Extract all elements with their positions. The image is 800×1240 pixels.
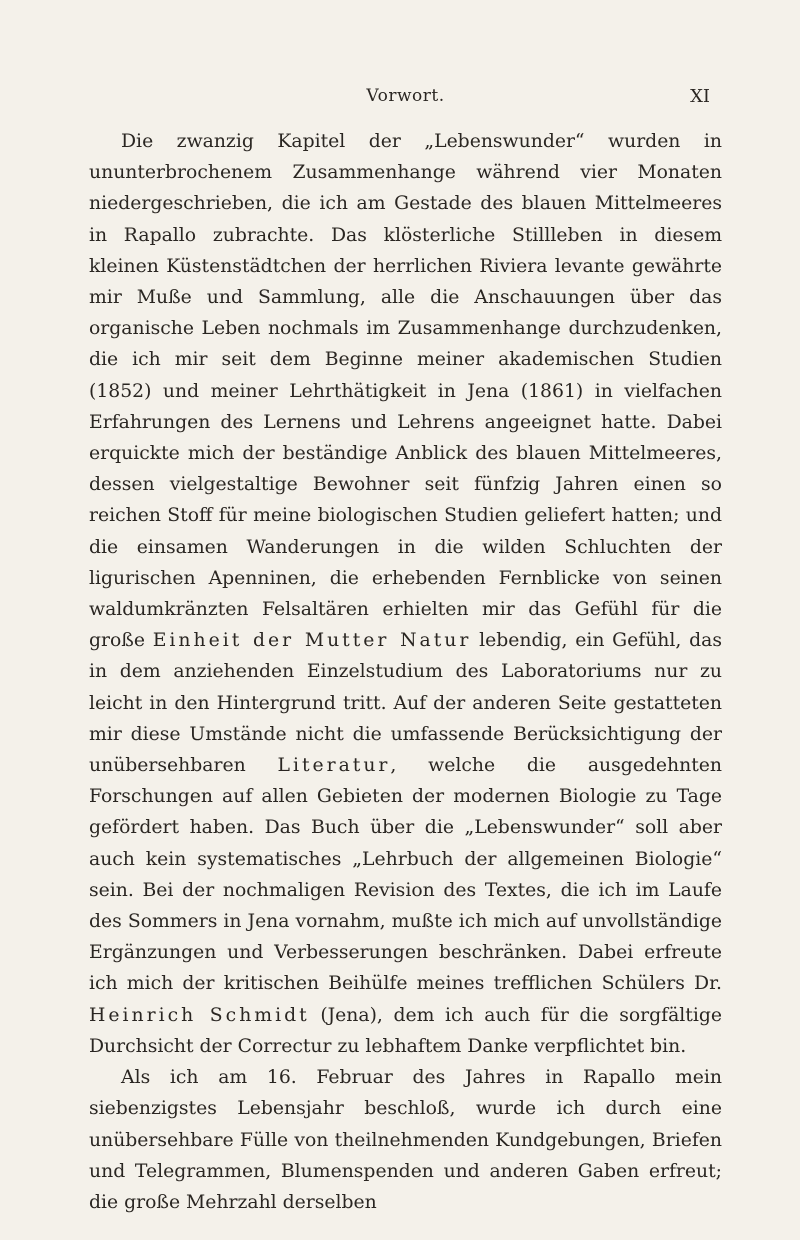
body-text [89, 126, 722, 1218]
paragraph-text: (Jena), dem ich auch für die sorgfältige Durchsicht der Correctur zu lebhaftem Danke verpflichtet bin. [89, 1004, 722, 1057]
emphasized-text: Literatur [277, 755, 391, 777]
running-head [89, 86, 722, 110]
paragraph: Als ich am 16. Februar des Jahres in Rapallo mein siebenzigstes Lebensjahr beschloß, wurde ich durch eine unübersehbare Fülle von theilnehmenden Kundgebungen, Briefen und Telegrammen, Blumenspenden und anderen Gaben erfreut; die große Mehrzahl derselben [89, 1067, 722, 1213]
page-number: XI [690, 86, 710, 107]
emphasized-text: Heinrich Schmidt [89, 1004, 310, 1026]
paragraph-text: Die zwanzig Kapitel der „Lebenswunder“ wurden in ununterbrochenem Zusammenhange während vier Monaten niedergeschrieben, die ich am Gestade des blauen Mittelmeeres in Rapallo zubrachte. Das klösterliche Stillleben in diesem kleinen Küstenstädtchen der herrlichen Riviera levante gewährte mir Muße und Sammlung, alle die Anschauungen über das organische Leben nochmals im Zusammenhange durchzudenken, die ich mir seit dem Beginne meiner akademischen Studien (1852) und meiner Lehrthätigkeit in Jena (1861) in vielfachen Erfahrungen des Lernens und Lehrens angeeignet hatte. Dabei erquickte mich der beständige Anblick des blauen Mittelmeeres, dessen vielgestaltige Bewohner seit fünfzig Jahren einen so reichen Stoff für meine biologischen Studien geliefert hatten; und die einsamen Wanderungen in die wilden Schluchten der ligurischen Apenninen, die erhebenden Fernblicke von seinen waldumkränzten Felsaltären erhielten mir das Gefühl für die große [89, 131, 722, 652]
paragraph [89, 126, 722, 1062]
emphasized-text: Einheit der Mutter Natur [152, 630, 472, 652]
paragraph-text: , welche die ausgedehnten Forschungen auf allen Gebieten der modernen Biologie zu Tage gefördert haben. Das Buch über die „Lebenswunder“ soll aber auch kein systematisches „Lehrbuch der allgemeinen Biologie“ sein. Bei der nochmaligen Revision des Textes, die ich im Laufe des Sommers in Jena vornahm, mußte ich mich auf unvollständige Ergänzungen und Verbesserungen beschränken. Dabei erfreute ich mich der kritischen Beihülfe meines trefflichen Schülers Dr. [89, 755, 722, 995]
running-title: Vorwort. [366, 86, 445, 106]
paragraph-text: lebendig, ein Gefühl, das in dem anziehenden Einzelstudium des Laboratoriums nur zu leicht in den Hintergrund tritt. Auf der anderen Seite gestatteten mir diese Umstände nicht die umfassende Berücksichtigung der unübersehbaren [89, 630, 722, 777]
